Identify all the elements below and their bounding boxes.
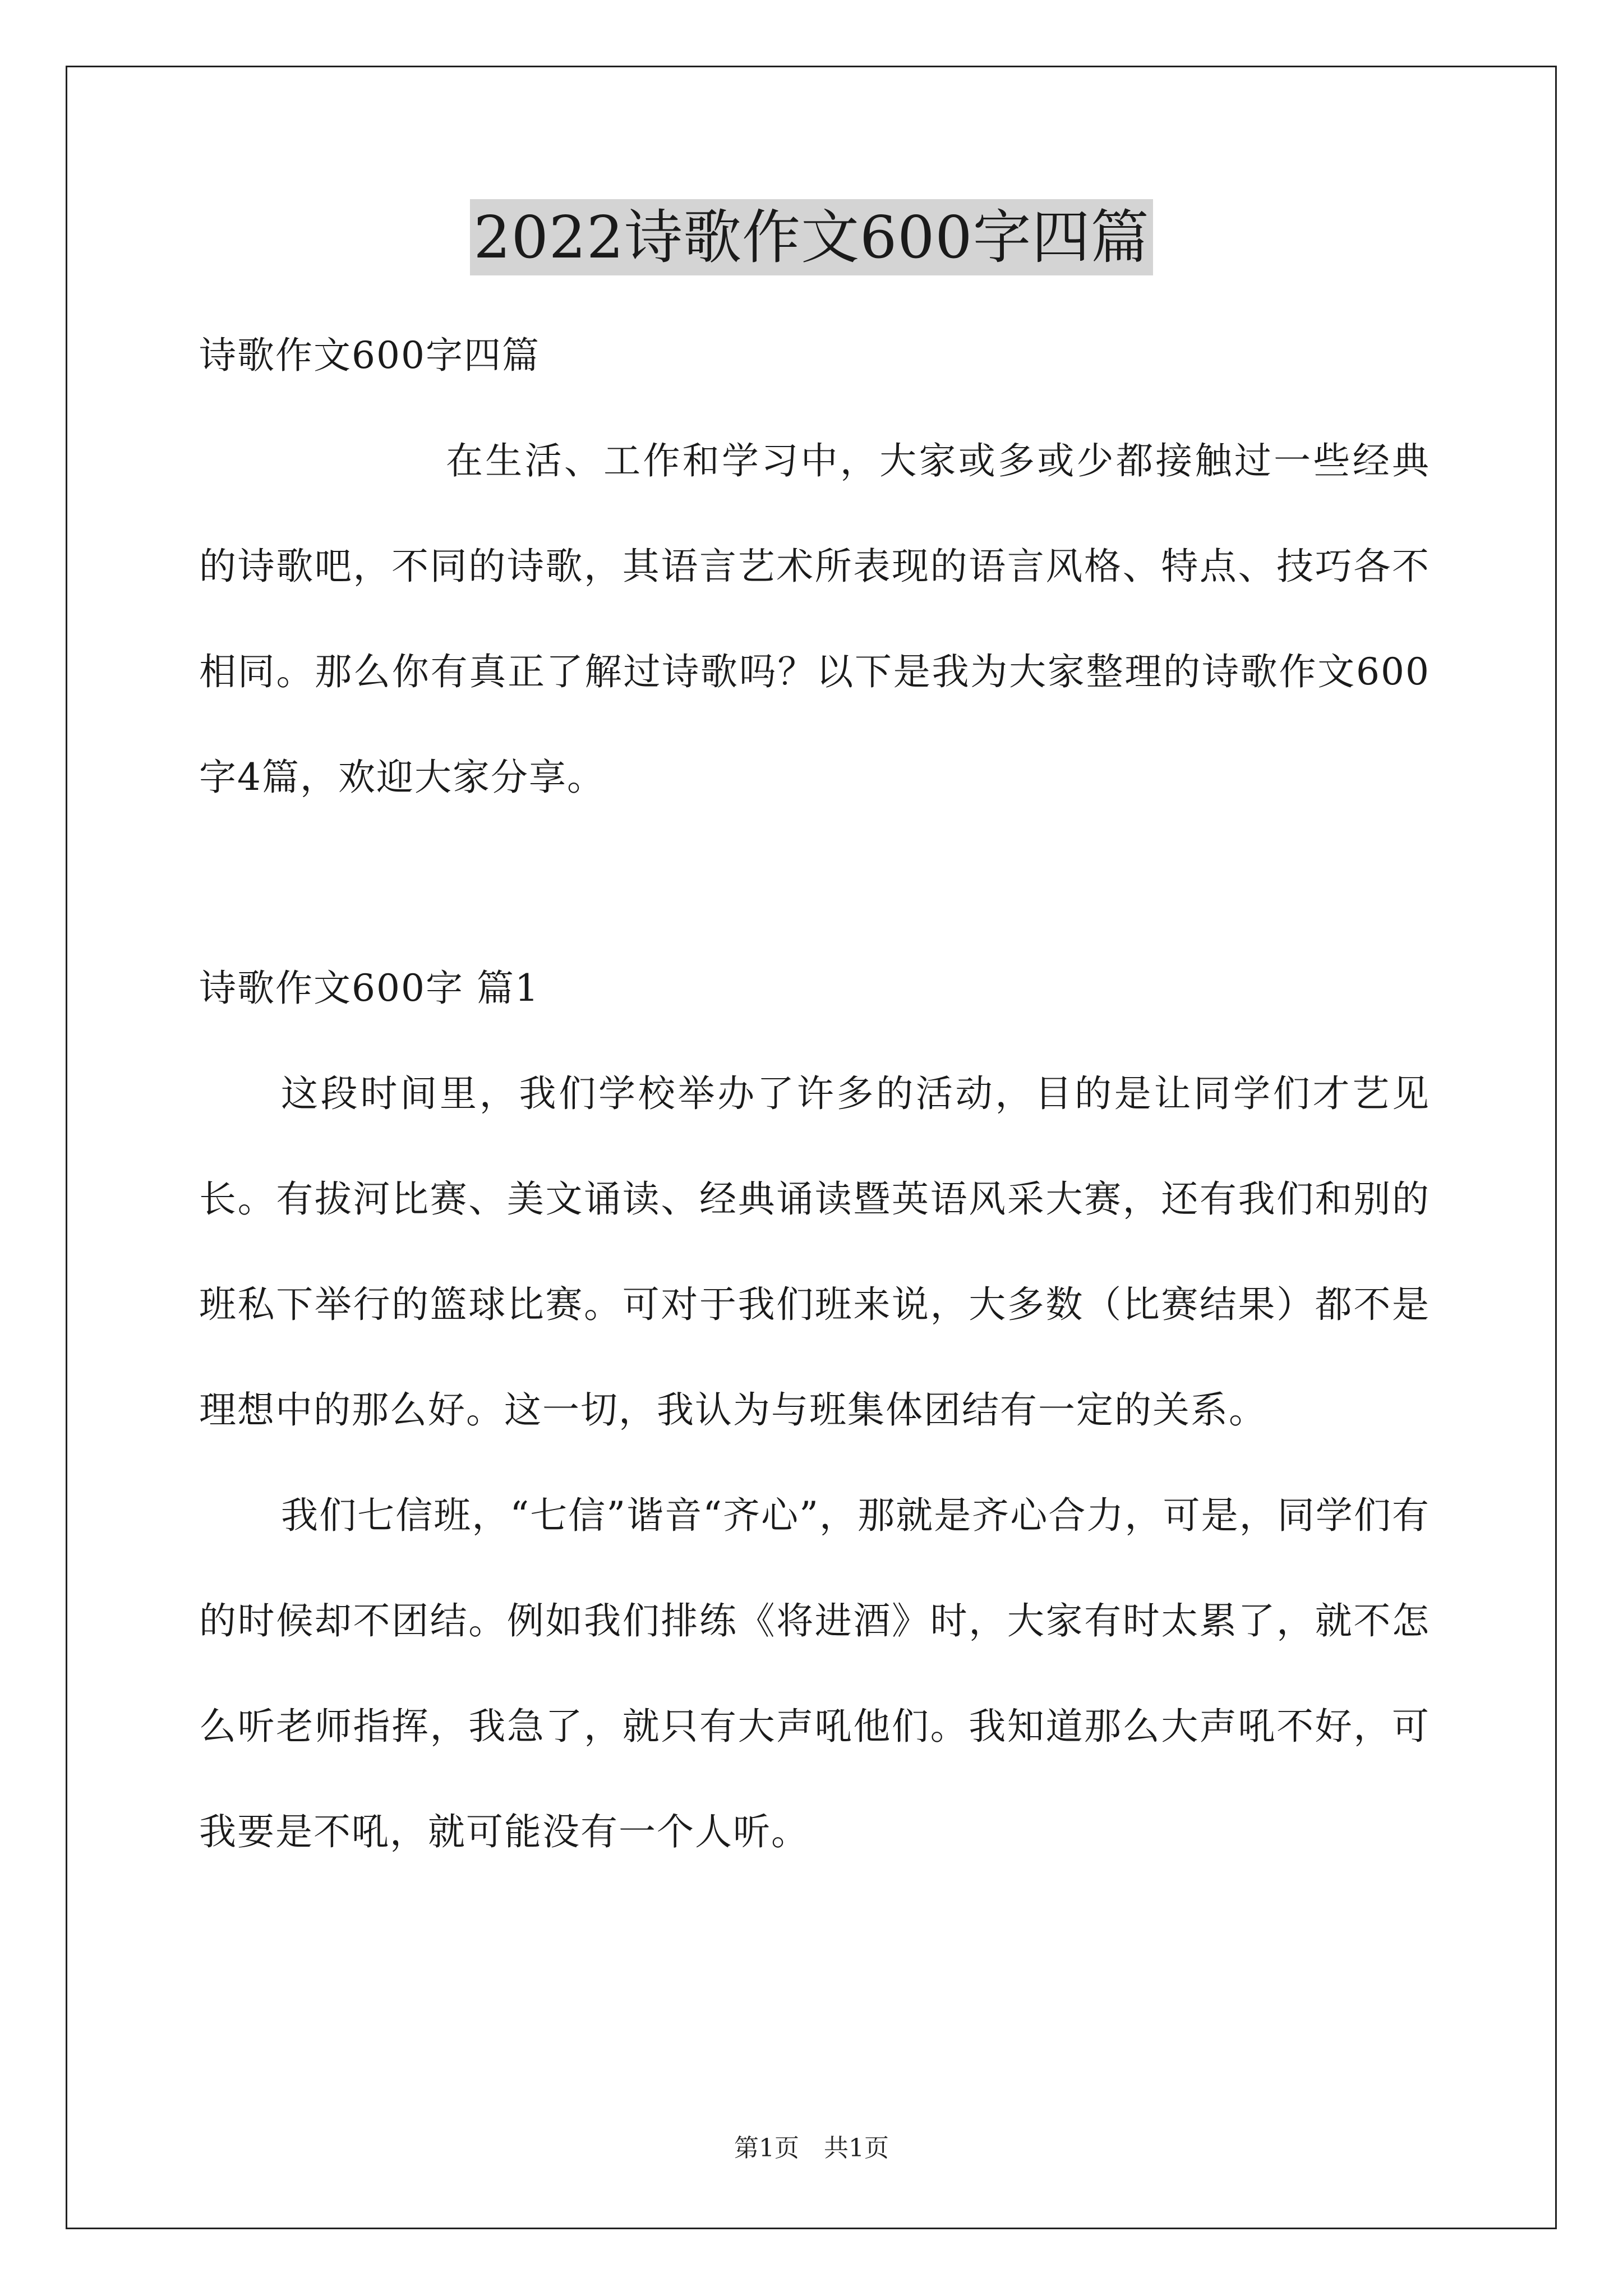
intro-paragraph: 在生活、工作和学习中，大家或多或少都接触过一些经典的诗歌吧，不同的诗歌，其语言艺术所表现的语言风格、特点、技巧各不相同。那么你有真正了解过诗歌吗？以下是我为大家整理的诗歌作文600字4篇，欢迎大家分享。 [199,439,1430,799]
page-footer: 第1页 共1页 [734,2134,889,2162]
document-title: 2022诗歌作文600字四篇 [470,199,1152,275]
subtitle: 诗歌作文600字四篇 [199,334,540,377]
section-spacer [199,830,1430,936]
title-container [0,199,1623,275]
body-paragraph-1: 这段时间里，我们学校举办了许多的活动，目的是让同学们才艺见长。有拔河比赛、美文诵读、经典诵读暨英语风采大赛，还有我们和别的班私下举行的篮球比赛。可对于我们班来说，大多数（比赛结果）都不是理想中的那么好。这一切，我认为与班集体团结有一定的关系。 [199,1072,1430,1432]
body-paragraph-2: 我们七信班，“七信”谐音“齐心”，那就是齐心合力，可是，同学们有的时候却不团结。例如我们排练《将进酒》时，大家有时太累了，就不怎么听老师指挥，我急了，就只有大声吼他们。我知道那么大声吼不好，可我要是不吼，就可能没有一个人听。 [199,1494,1430,1853]
document-body [199,303,1430,1885]
section-heading: 诗歌作文600字 篇1 [199,967,540,1010]
